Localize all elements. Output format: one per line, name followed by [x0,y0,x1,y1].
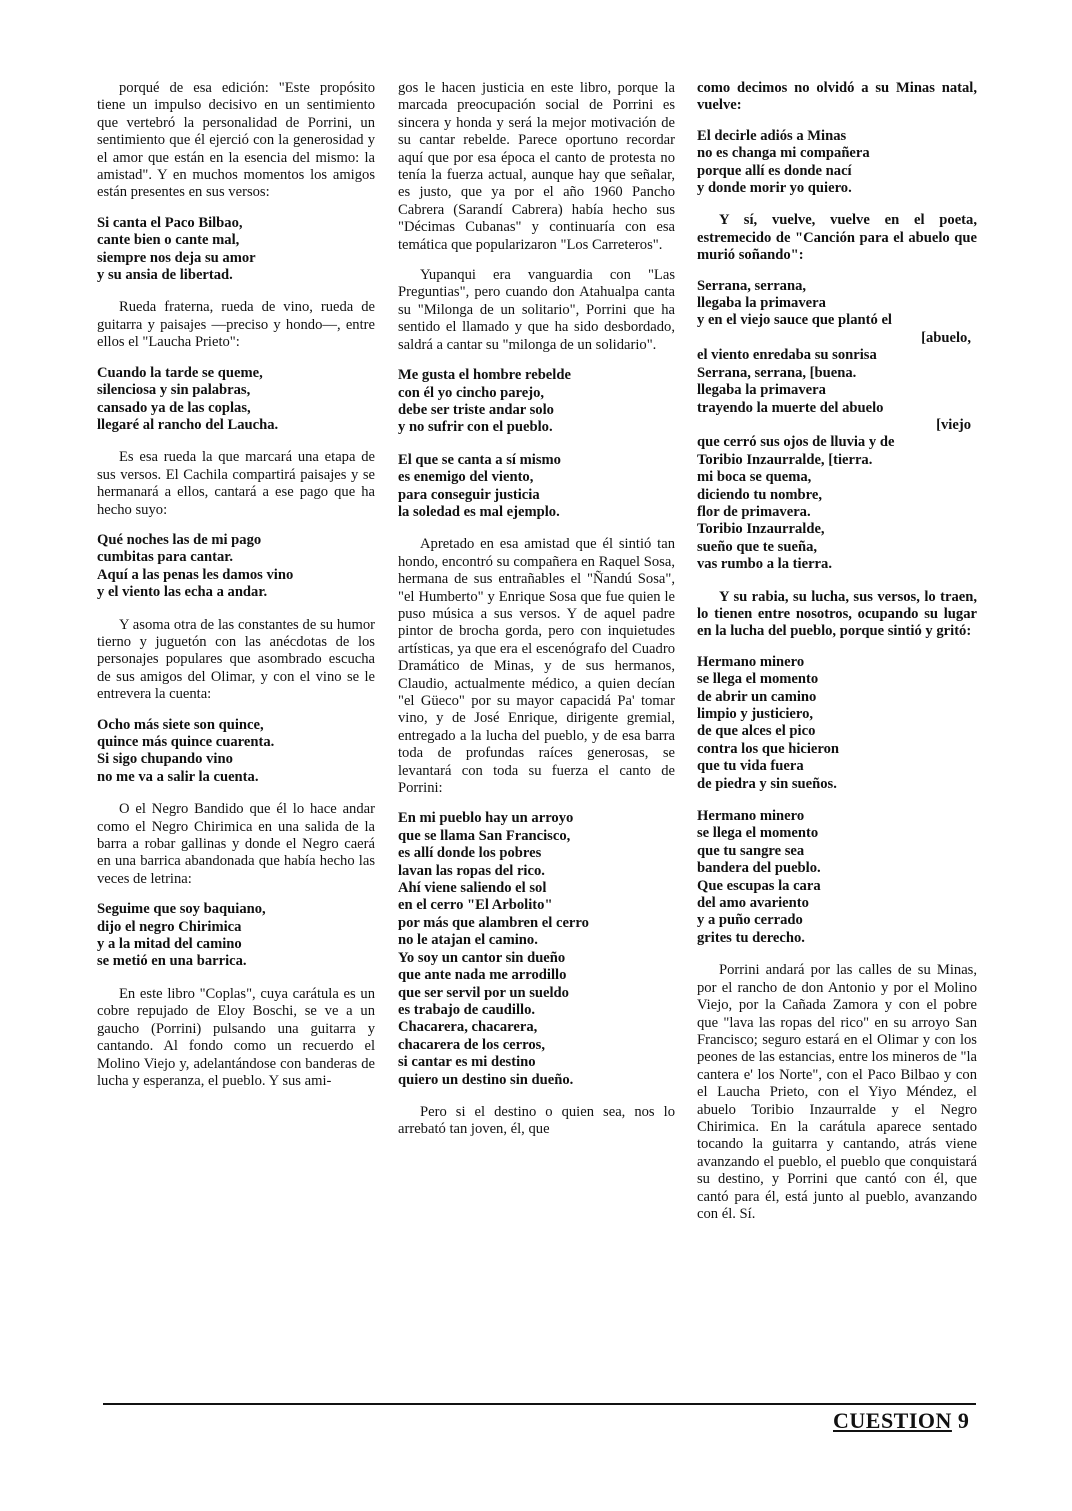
verse-line: porque allí es donde nací [697,162,852,179]
verse-line: Si sigo chupando vino [97,751,233,768]
verse-line: Ocho más siete son quince, [97,716,264,733]
verse-line: Hermano minero [697,808,805,825]
verse-line: Qué noches las de mi pago [97,531,262,548]
verse-line: cante bien o cante mal, [97,232,240,249]
verse-line: que ante nada me arrodillo [398,967,567,984]
paragraph: gos le hacen justicia en este libro, porque la marcada preocupación social de Porrini es sincera y honda y será la mejor motivación de su cantar rebelde. Parece oportuno recordar aquí que por esa época el canto de protesta no tenía la fuerza actual, aunque hay que señalar, es justo, que ya por el año 1960 Pancho Cabrera (Sarandí Cabrera) había hecho sus "Décimas Cubanas" y continuaría con esa temática que popularizaron "Los Carreteros". [398,80,675,253]
verse-line: siempre nos deja su amor [97,249,256,266]
verse-line: que se llama San Francisco, [398,827,571,844]
verse-line: Toribio Inzaurralde, [tierra. [697,451,873,468]
paragraph: O el Negro Bandido que él lo hace andar como el Negro Chirimica en una salida de la barra a robar gallinas y donde el Negro caerá en una barrica abandonada que había hecho las veces de letrina: [97,801,375,887]
verse-line: de abrir un camino [697,688,817,705]
verse-line: mi boca se quema, [697,469,812,486]
verse-line: Que escupas la cara [697,877,821,894]
paragraph: Porrini andará por las calles de su Minas, por el rancho de don Antonio y por el Molino Viejo, por la Cañada Zamora y con el pobre que "lava las ropas del rico" en su arroyo San Francisco; seguro estará en el Olimar y con los peones de las estancias, entre los mineros de "la cantera e' los Norte", con el Paco Bilbao y con el Laucha Prieto, con el Yiyo Méndez, el abuelo Toribio Inzaurralde y el Negro Chirimica. En la carátula aparece sentado tocando la guitarra y cantando, atrás viene avanzando el pueblo, el pueblo que conquistará su destino, y Porrini que cantó con él, que cantó para él, está junto al pueblo, avanzando con él. Sí. [697,962,977,1222]
paragraph: Y su rabia, su lucha, sus versos, lo traen, lo tienen entre nosotros, ocupando su lugar en la lucha del pueblo, porque sintió y gritó: [697,588,977,640]
page-number: 9 [957,1408,970,1433]
verse-line: El que se canta a sí mismo [398,451,561,468]
page-footer [833,1408,969,1434]
verse-line: se llega el momento [697,825,819,842]
column-3 [697,80,977,1236]
paragraph: Es esa rueda la que marcará una etapa de sus versos. El Cachila compartirá paisajes y se hermanará a ellos, cantará a ese pago que ha hecho suyo: [97,449,375,518]
verse-line: con él yo cincho parejo, [398,384,545,401]
verse-line: limpio y justiciero, [697,706,814,722]
verse-line: contra los que hicieron [697,740,840,757]
paragraph: Rueda fraterna, rueda de vino, rueda de guitarra y paisajes —preciso y hondo—, entre ellos el "Laucha Prieto": [97,299,375,351]
verse-stanza [97,717,375,787]
verse-line: quince más quince cuarenta. [97,734,275,750]
paragraph: Apretado en esa amistad que él sintió tan hondo, encontró su compañera en Raquel Sosa, hermana de sus entrañables el "Ñandú Sosa", "el Humberto" y Enrique Sosa que fue quien le puso música a sus versos. Y de aquel padre pintor de brocha gorda, pero con inquietudes artísticas, ya que era el escenógrafo del Cuadro Dramático de Minas, y de sus hermanos, Claudio, actualmente médico, a quien decían "el Güeco" por su mayor capacidá Pa' tomar vino, y de José Enrique, dirigente gremial, entregado a la lucha del pueblo, y de esa barra toda de profundas raíces generosas, se levantará con toda su fuerza el canto de Porrini: [398,536,675,797]
verse-line: Seguime que soy baquiano, [97,901,266,918]
verse-line: que ser servil por un sueldo [398,984,569,1001]
verse-line: y no sufrir con el pueblo. [398,419,553,436]
verse-line: para conseguir justicia [398,486,540,503]
verse-line: diciendo tu nombre, [697,486,823,503]
verse-line: es trabajo de caudillo. [398,1001,536,1018]
verse-line: cansado ya de las coplas, [97,399,251,416]
verse-line: Me gusta el hombre rebelde [398,367,571,384]
verse-stanza [97,532,375,602]
verse-line: Toribio Inzaurralde, [697,521,825,538]
verse-line: la soledad es mal ejemplo. [398,503,560,520]
verse-line: En mi pueblo hay un arroyo [398,810,574,827]
verse-stanza [697,278,977,574]
paragraph: como decimos no olvidó a su Minas natal, vuelve: [697,80,977,114]
column-2 [398,80,675,1152]
verse-line: que cerró sus ojos de lluvia y de [697,434,895,451]
verse-stanza [97,215,375,285]
verse-line: quiero un destino sin dueño. [398,1071,574,1088]
verse-line: Yo soy un cantor sin dueño [398,949,566,966]
verse-line: debe ser triste andar solo [398,401,554,418]
verse-line: Ahí viene saliendo el sol [398,880,547,897]
verse-line: y donde morir yo quiero. [697,180,852,197]
verse-line: del amo avariento [697,895,809,912]
verse-stanza [398,367,675,437]
verse-line: [abuelo, [921,329,971,346]
verse-line: El decirle adiós a Minas [697,127,847,144]
verse-line: que tu sangre sea [697,842,805,859]
verse-line: que tu vida fuera [697,758,804,775]
verse-line: y en el viejo sauce que plantó el [697,312,892,329]
verse-line: no le atajan el camino. [398,932,538,949]
verse-line: Cuando la tarde se queme, [97,364,263,381]
verse-stanza [697,808,977,947]
verse-line: chacarera de los cerros, [398,1036,545,1053]
verse-line: Serrana, serrana, [buena. [697,364,857,381]
verse-line: y el viento las echa a andar. [97,584,268,601]
verse-line: en el cerro "El Arbolito" [398,897,553,914]
verse-line: llegaba la primavera [697,295,826,312]
paragraph: Yupanqui era vanguardia con "Las Preguntias", pero cuando don Atahualpa canta su "Milonga de un solitario", Porrini que ha sentido el llamado y que ha sido desbordado, saldrá a cantar su "milonga de un solidario". [398,267,675,353]
verse-line: dijo el negro Chirimica [97,918,242,935]
verse-line: es enemigo del viento, [398,469,534,486]
verse-line: se metió en una barrica. [97,953,247,970]
verse-line: llegaba la primavera [697,382,826,399]
paragraph: Y asoma otra de las constantes de su humor tierno y juguetón con las anécdotas de los personajes populares que asombrado escucha de sus amigos del Olimar, y con el vino se le entrevera la cuenta: [97,616,375,703]
verse-line: se llega el momento [697,671,819,688]
verse-line: [viejo [936,416,971,433]
verse-line: y su ansia de libertad. [97,267,233,284]
footer-rule [103,1403,976,1405]
verse-line: Serrana, serrana, [697,277,807,294]
verse-line: flor de primavera. [697,503,811,520]
verse-line: es allí donde los pobres [398,845,542,862]
verse-stanza [697,654,977,793]
verse-line: y a puño cerrado [697,912,803,929]
verse-line: el viento enredaba su sonrisa [697,347,877,364]
verse-line: por más que alambren el cerro [398,914,589,931]
verse-line: bandera del pueblo. [697,860,821,877]
verse-line: Hermano minero [697,653,805,670]
verse-line: sueño que te sueña, [697,538,818,555]
verse-stanza [398,452,675,522]
paragraph: Pero si el destino o quien sea, nos lo arrebató tan joven, él, que [398,1103,675,1138]
verse-line: Aquí a las penas les damos vino [97,566,294,583]
verse-line: no es changa mi compañera [697,145,870,162]
verse-line: Si canta el Paco Bilbao, [97,214,243,231]
verse-stanza [697,128,977,198]
verse-line: trayendo la muerte del abuelo [697,399,884,416]
paragraph: Y sí, vuelve, vuelve en el poeta, estremecido de "Canción para el abuelo que murió soñando": [697,212,977,264]
verse-line: de piedra y sin sueños. [697,775,837,792]
column-1 [97,80,375,1103]
magazine-name: CUESTION [833,1408,952,1433]
verse-line: Chacarera, chacarera, [398,1019,538,1036]
verse-line: lavan las ropas del rico. [398,862,545,879]
verse-line: no me va a salir la cuenta. [97,768,259,785]
verse-line: vas rumbo a la tierra. [697,556,832,573]
verse-line: si cantar es mi destino [398,1054,536,1071]
paragraph: porqué de esa edición: "Este propósito tiene un impulso decisivo en un sentimiento que vertebró la personalidad de Porrini, un sentimiento que él ejerció con la generosidad y el amor que están en la esencia del mismo: la amistad". Y en muchos momentos los amigos están presentes en sus versos: [97,80,375,201]
verse-line: silenciosa y sin palabras, [97,382,251,399]
verse-line: cumbitas para cantar. [97,549,234,566]
verse-line: y a la mitad del camino [97,936,242,953]
verse-stanza [398,810,675,1089]
verse-line: grites tu derecho. [697,929,805,946]
verse-stanza [97,901,375,971]
paragraph: En este libro "Coplas", cuya carátula es un cobre repujado de Eloy Boschi, se ve a un gaucho (Porrini) pulsando una guitarra y cantando. Al fondo como un recuerdo el Molino Viejo y, adelantándose con banderas de lucha y esperanza, el pueblo. Y sus ami- [97,985,375,1089]
verse-line: de que alces el pico [697,723,816,740]
verse-line: llegaré al rancho del Laucha. [97,416,279,433]
verse-stanza [97,365,375,435]
